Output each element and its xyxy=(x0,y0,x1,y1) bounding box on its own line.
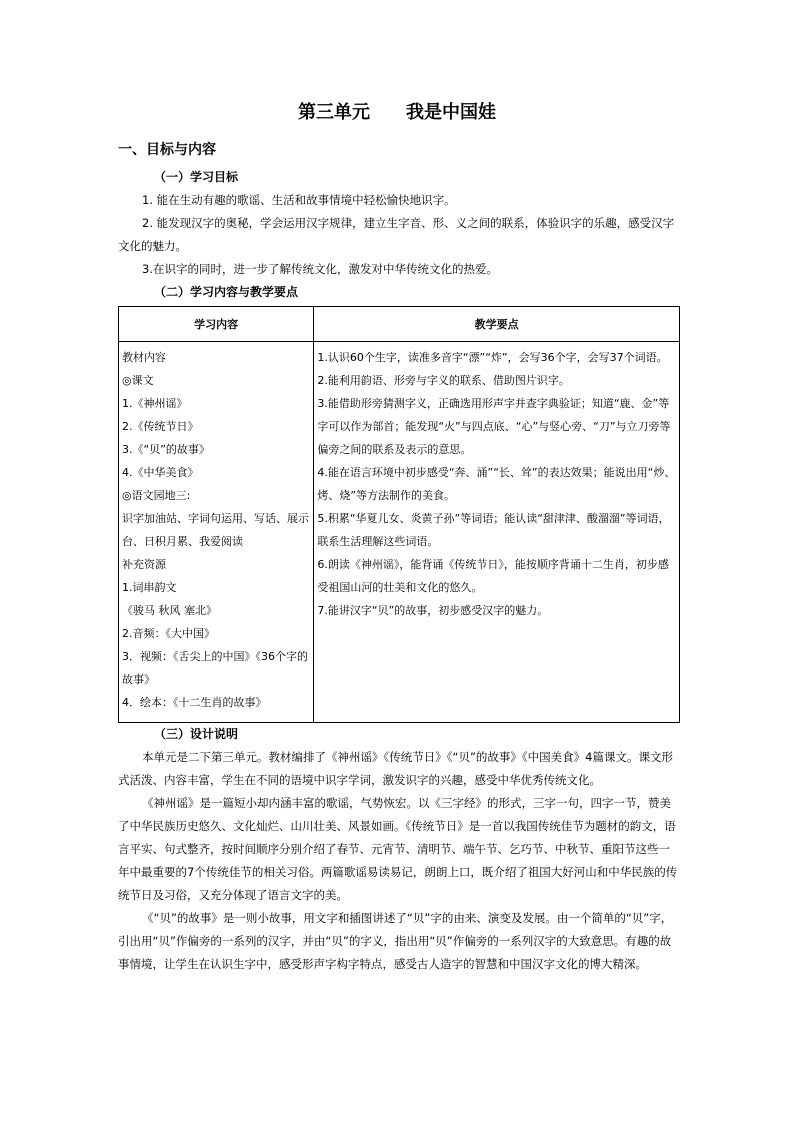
list-item: 2.能利用韵语、形旁与字义的联系、借助图片识字。 xyxy=(317,374,570,387)
list-item: 4．绘本：《十二生肖的故事》 xyxy=(122,696,267,709)
list-item: 4.《中华美食》 xyxy=(122,466,199,479)
list-item: 识字加油站、字词句运用、写话、展示台、日积月累、我爱阅读 xyxy=(122,512,309,548)
table-header-row xyxy=(119,307,680,342)
list-item: 3.《“贝”的故事》 xyxy=(122,443,210,456)
list-item: 2.音频：《大中国》 xyxy=(122,627,215,640)
list-item: 3.能借助形旁猜测字义，正确选用形声字并查字典验证；知道“鹿、金”等字可以作为部首；能发现“火”与四点底、“心”与竖心旁、“刀”与立刀旁等偏旁之间的联系及表示的意思。 xyxy=(317,397,671,456)
list-item: 补充资源 xyxy=(122,558,166,571)
paragraph: 本单元是二下第三单元。教材编排了《神州谣》《传统节日》《“贝”的故事》《中国美食》4篇课文。课文形式活泼、内容丰富，学生在不同的语境中识字学词，激发识字的兴趣，感受中华优秀传统文化。 xyxy=(118,750,673,787)
goal-item: 1. 能在生动有趣的歌谣、生活和故事情境中轻松愉快地识字。 xyxy=(142,193,456,207)
list-item: 7.能讲汉字“贝”的故事，初步感受汉字的魅力。 xyxy=(317,604,549,617)
subsection-design-heading: （三）设计说明 xyxy=(154,727,239,741)
content-table xyxy=(118,306,680,723)
title-theme: 我是中国娃 xyxy=(406,102,496,123)
list-item: 1.词串韵文 xyxy=(122,581,177,594)
subsection-content-heading: （二）学习内容与教学要点 xyxy=(154,285,299,299)
list-item: 1.认识60个生字，读准多音字“漂”“炸”，会写36个字，会写37个词语。 xyxy=(317,351,668,364)
paragraph: 《“贝”的故事》是一则小故事，用文字和插图讲述了“贝”字的由来、演变及发展。由一个简单的“贝”字，引出用“贝”作偏旁的一系列的汉字，并由“贝”的字义，指出用“贝”作偏旁的一系列汉字的大致意思。有趣的故事情境，让学生在认识生字中，感受形声字构字特点，感受古人造字的智慧和中国汉字文化的博大精深。 xyxy=(118,911,673,971)
list-item: 1.《神州谣》 xyxy=(122,397,188,410)
goal-item: 3.在识字的同时，进一步了解传统文化，激发对中华传统文化的热爱。 xyxy=(142,262,498,276)
goal-item: 2. 能发现汉字的奥秘，学会运用汉字规律，建立生字音、形、义之间的联系，体验识字的乐趣，感受汉字文化的魅力。 xyxy=(118,216,675,253)
list-item: 4.能在语言环境中初步感受“奔、涌”“长、耸”的表达效果；能说出用“炒、烤、烧”等方法制作的美食。 xyxy=(317,466,676,502)
document-body xyxy=(118,166,678,976)
content-cell xyxy=(119,342,314,723)
list-item: 5.积累“华夏儿女、炎黄子孙”等词语；能认读“甜津津、酸溜溜”等词语，联系生活理解这些词语。 xyxy=(317,512,670,548)
column-header-points: 教学要点 xyxy=(314,307,680,342)
list-item: 3．视频：《舌尖上的中国》《36个字的故事》 xyxy=(122,650,308,686)
section-heading: 一、目标与内容 xyxy=(118,142,216,158)
column-header-content: 学习内容 xyxy=(119,307,314,342)
list-item: 教材内容 xyxy=(122,351,166,364)
paragraph: 《神州谣》是一篇短小却内涵丰富的歌谣，气势恢宏。以《三字经》的形式，三字一句，四字一节，赞美了中华民族历史悠久、文化灿烂、山川壮美、风景如画。《传统节日》是一首以我国传统佳节为题材的韵文，语言平实、句式整齐，按时间顺序分别介绍了春节、元宵节、清明节、端午节、乞巧节、中秋节、重阳节这些一年中最重要的7个传统佳节的相关习俗。两篇歌谣易读易记，朗朗上口，既介绍了祖国大好河山和中华民族的传统节日及习俗，又充分体现了语言文字的美。 xyxy=(118,796,678,902)
list-item: 6.朗读《神州谣》，能背诵《传统节日》，能按顺序背诵十二生肖，初步感受祖国山河的壮美和文化的悠久。 xyxy=(317,558,669,594)
title-unit: 第三单元 xyxy=(298,102,370,123)
list-item: 2.《传统节日》 xyxy=(122,420,199,433)
subsection-goals-heading: （一）学习目标 xyxy=(154,170,239,184)
list-item: ◎语文园地三: xyxy=(122,489,191,502)
list-item: ◎课文 xyxy=(122,374,154,387)
table-row xyxy=(119,342,680,723)
list-item: 《骏马 秋风 塞北》 xyxy=(122,604,217,617)
points-cell xyxy=(314,342,680,723)
page-title xyxy=(0,98,794,124)
